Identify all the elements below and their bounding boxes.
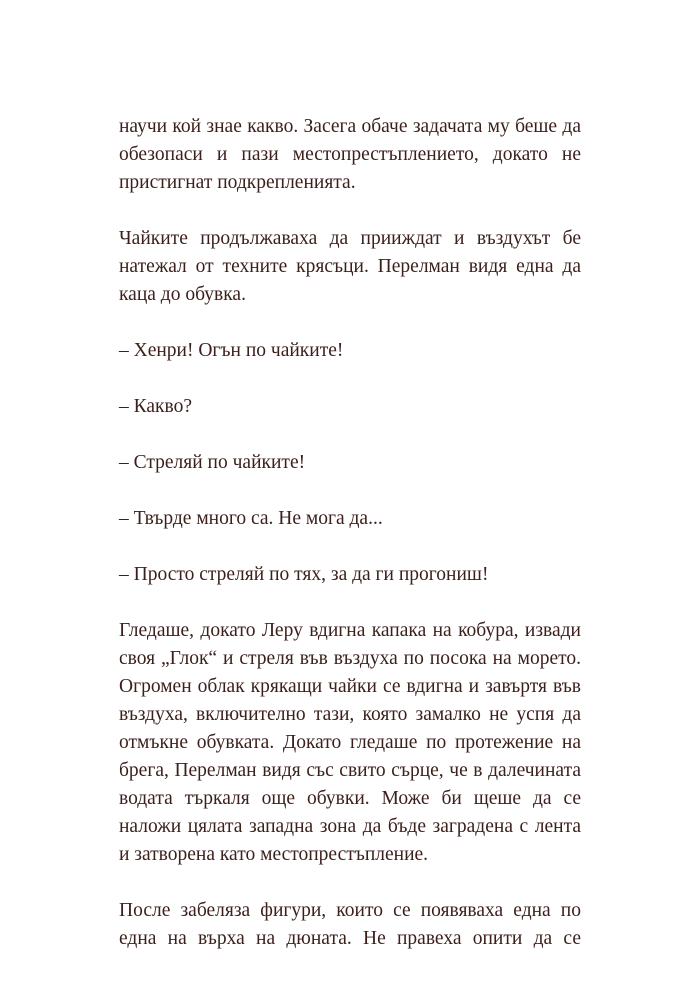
- paragraph: Чайките продължаваха да прииждат и въздухът бе натежал от техните крясъци. Перелман видя една да каца до обувка.: [119, 228, 581, 305]
- page-body-text: [119, 113, 581, 953]
- dialogue-line: – Стреляй по чайките!: [119, 452, 306, 473]
- paragraph: Гледаше, докато Леру вдигна капака на кобура, извади своя „Глок“ и стреля във въздуха по посока на морето. Огромен облак крякащи чайки се вдигна и завъртя във въздуха, включително тази, която замалко не успя да отмъкне обувката. Докато гледаше по протежение на брега, Перелман видя със свито сърце, че в далечината водата търкаля още обувки. Може би щеше да се наложи цялата западна зона да бъде заградена с лента и затворена като местопрестъпление.: [119, 620, 581, 865]
- dialogue-line: – Какво?: [119, 396, 192, 417]
- dialogue-line: – Твърде много са. Не мога да...: [119, 508, 383, 529]
- dialogue-line: – Хенри! Огън по чайките!: [119, 340, 344, 361]
- paragraph: научи кой знае какво. Засега обаче задачата му беше да обезопаси и пази местопрестъплението, докато не пристигнат подкрепленията.: [119, 116, 581, 193]
- dialogue-line: – Просто стреляй по тях, за да ги прогониш!: [119, 564, 489, 585]
- paragraph: После забеляза фигури, които се появяваха една по една на върха на дюната. Не правеха опити да се: [119, 900, 581, 949]
